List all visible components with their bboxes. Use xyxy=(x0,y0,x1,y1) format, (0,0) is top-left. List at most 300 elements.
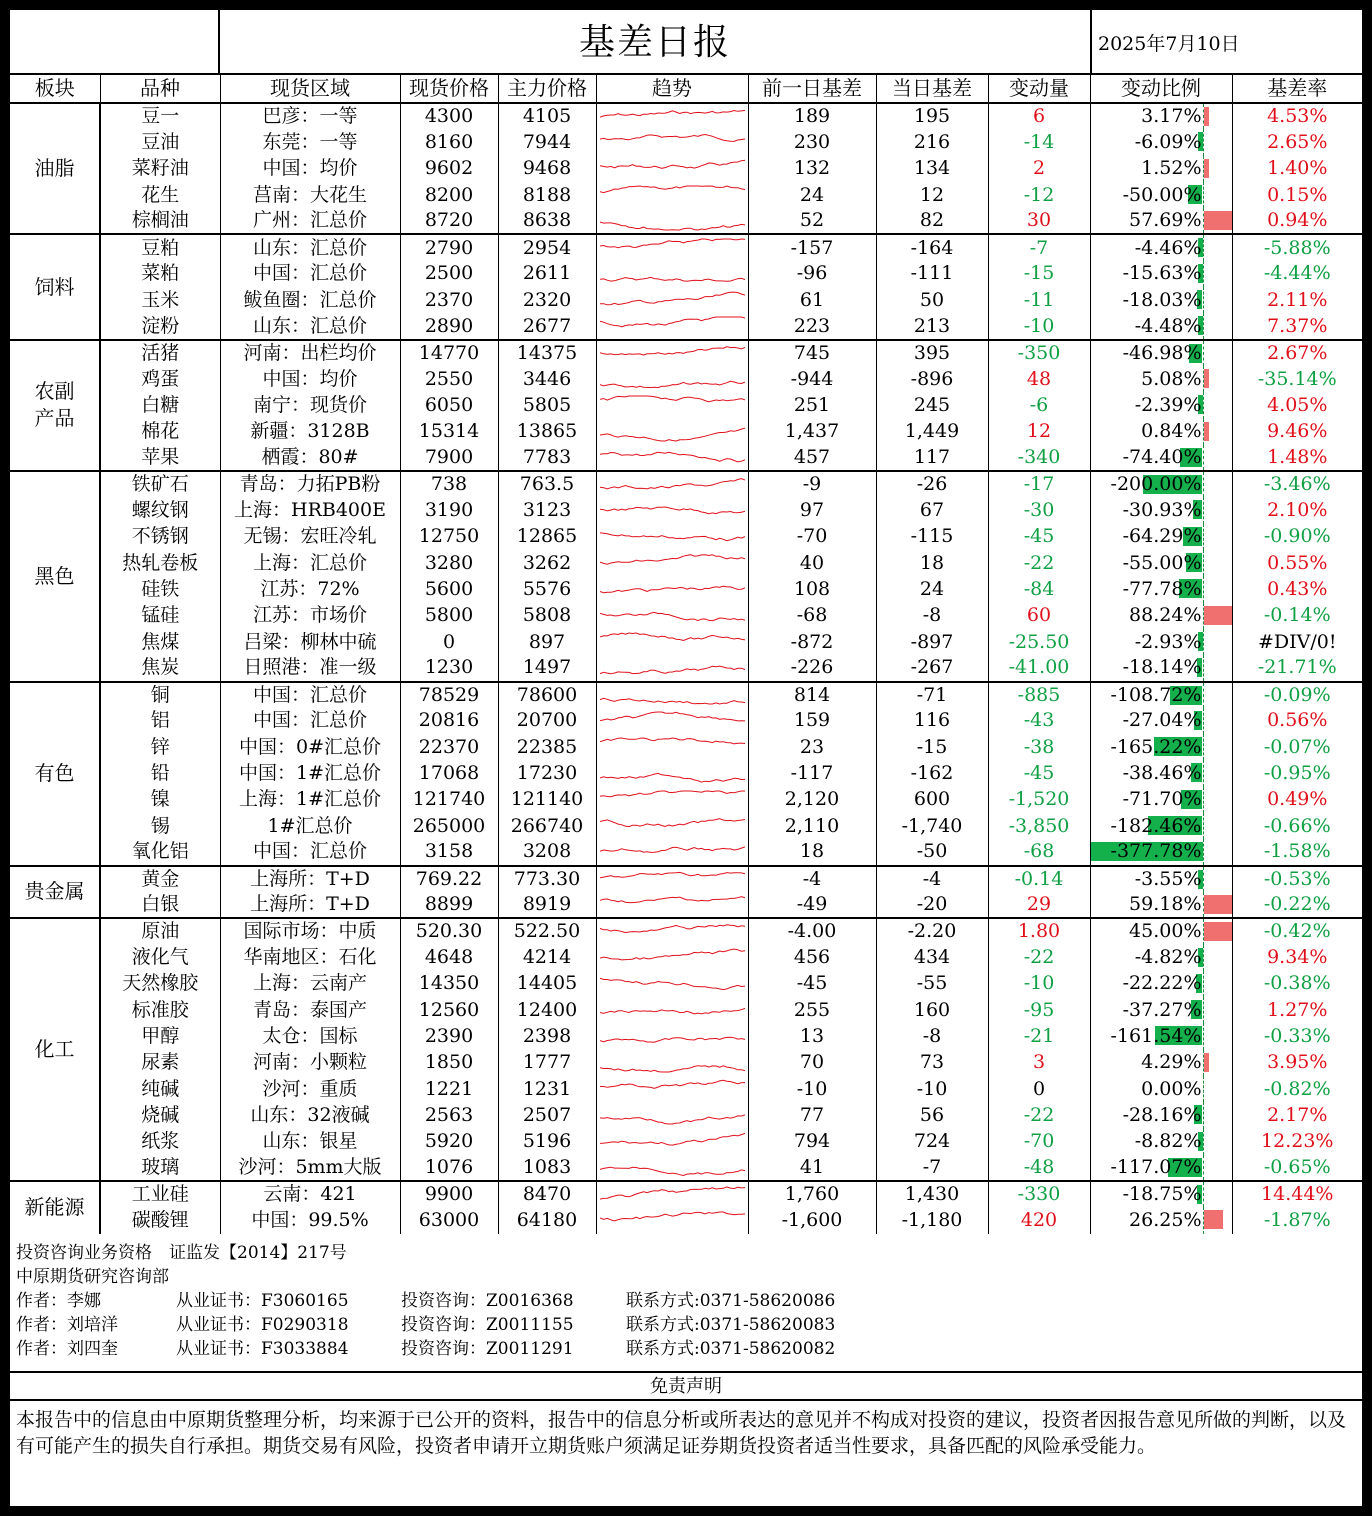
spot-region: 太仓：国标 xyxy=(220,1023,400,1049)
basis-rate: 1.40% xyxy=(1267,157,1328,180)
main-price: 22385 xyxy=(498,734,596,760)
change-ratio-value: -2.39% xyxy=(1134,393,1202,416)
sparkline-path xyxy=(600,612,745,620)
basis-change: -38 xyxy=(988,734,1090,760)
trend-sparkline xyxy=(596,1076,748,1102)
basis-change: -15 xyxy=(988,261,1090,287)
basis-rate: -0.07% xyxy=(1263,735,1331,758)
change-ratio-value: -46.98% xyxy=(1122,341,1202,364)
trend-sparkline xyxy=(596,1102,748,1128)
spot-region: 新疆：3128B xyxy=(220,419,400,445)
basis-change: -350 xyxy=(988,340,1090,366)
sparkline-path xyxy=(600,896,745,902)
sparkline-chart xyxy=(600,868,745,890)
sparkline-chart xyxy=(600,894,745,916)
basis-change: 3 xyxy=(988,1050,1090,1076)
basis-rate: -0.66% xyxy=(1263,814,1331,837)
change-ratio-value: -8.82% xyxy=(1134,1130,1202,1153)
change-ratio-value: -18.03% xyxy=(1122,288,1202,311)
basis-rate: 4.53% xyxy=(1267,105,1328,128)
basis-table xyxy=(10,75,1362,1234)
change-ratio-cell xyxy=(1090,813,1232,839)
author-name: 作者：刘四奎 xyxy=(16,1339,118,1359)
change-ratio-cell xyxy=(1090,1050,1232,1076)
sparkline-path xyxy=(600,1133,745,1145)
main-price: 3262 xyxy=(498,550,596,576)
sparkline-chart xyxy=(600,631,745,653)
main-price: 17230 xyxy=(498,760,596,786)
spot-region: 广州：汇总价 xyxy=(220,208,400,234)
commodity-name: 铜 xyxy=(100,682,220,708)
basis-rate: 0.56% xyxy=(1267,709,1328,732)
basis-rate: 2.17% xyxy=(1267,1103,1328,1126)
commodity-name: 氧化铝 xyxy=(100,839,220,865)
trend-sparkline xyxy=(596,1207,748,1233)
table-row xyxy=(10,1023,1362,1049)
commodity-name: 尿素 xyxy=(100,1050,220,1076)
prev-basis: -226 xyxy=(748,655,876,681)
sparkline-path xyxy=(600,186,745,193)
column-header: 前一日基差 xyxy=(748,75,876,103)
table-row xyxy=(10,629,1362,655)
prev-basis: 189 xyxy=(748,103,876,129)
basis-rate: -35.14% xyxy=(1257,367,1337,390)
commodity-name: 螺纹钢 xyxy=(100,497,220,523)
commodity-name: 碳酸锂 xyxy=(100,1207,220,1233)
prev-basis: -45 xyxy=(748,971,876,997)
basis-rate: 2.67% xyxy=(1232,340,1362,366)
change-ratio-value: 4.29% xyxy=(1141,1051,1202,1074)
author-contact: 联系方式:0371-58620083 xyxy=(626,1315,836,1335)
commodity-name: 菜粕 xyxy=(100,261,220,287)
databar-axis xyxy=(1203,760,1204,786)
sparkline-path xyxy=(600,347,745,355)
spot-region: 无锡：宏旺冷轧 xyxy=(220,524,400,550)
sparkline-chart xyxy=(600,815,745,837)
main-price: 13865 xyxy=(498,419,596,445)
commodity-name: 焦炭 xyxy=(100,655,220,681)
sparkline-chart xyxy=(600,1104,745,1126)
sparkline-chart xyxy=(600,184,745,206)
databar-axis xyxy=(1203,1076,1204,1102)
prev-basis: 1,437 xyxy=(748,419,876,445)
change-ratio-cell xyxy=(1090,208,1232,234)
trend-sparkline xyxy=(596,366,748,392)
author-cert: 从业证书：F3060165 xyxy=(176,1291,349,1311)
spot-region: 河南：出栏均价 xyxy=(220,340,400,366)
main-price: 5196 xyxy=(498,1129,596,1155)
basis-change: -885 xyxy=(988,682,1090,708)
sparkline-chart xyxy=(600,368,745,390)
change-ratio-cell xyxy=(1090,892,1232,918)
table-row xyxy=(10,1181,1362,1207)
databar-axis xyxy=(1203,813,1204,839)
databar-axis xyxy=(1203,655,1204,680)
trend-sparkline xyxy=(596,156,748,182)
basis-change: -17 xyxy=(988,471,1090,497)
table-row xyxy=(10,1050,1362,1076)
databar-axis xyxy=(1203,576,1204,602)
spot-price: 20816 xyxy=(400,708,498,734)
main-price: 897 xyxy=(498,629,596,655)
basis-change: -340 xyxy=(988,445,1090,471)
databar-axis xyxy=(1203,1023,1204,1049)
basis-change: -0.14 xyxy=(988,866,1090,892)
change-ratio-value: -4.48% xyxy=(1134,314,1202,337)
table-row xyxy=(10,313,1362,339)
author-contact: 联系方式:0371-58620086 xyxy=(626,1291,836,1311)
spot-price: 3280 xyxy=(400,550,498,576)
basis-rate: -0.82% xyxy=(1263,1077,1331,1100)
basis-rate: 14.44% xyxy=(1232,1181,1362,1207)
sparkline-chart xyxy=(600,1131,745,1153)
databar-axis xyxy=(1203,867,1204,892)
sparkline-chart xyxy=(600,394,745,416)
trend-sparkline xyxy=(596,682,748,708)
prev-basis: 2,110 xyxy=(748,813,876,839)
trend-sparkline xyxy=(596,1050,748,1076)
sparkline-chart xyxy=(600,578,745,600)
today-basis: -50 xyxy=(876,839,988,865)
databar-axis xyxy=(1203,787,1204,813)
sector-cell: 化工 xyxy=(10,918,100,1181)
today-basis: -55 xyxy=(876,971,988,997)
change-ratio-value: -15.63% xyxy=(1122,262,1202,285)
today-basis: 82 xyxy=(876,208,988,234)
change-ratio-value: -3.55% xyxy=(1134,867,1202,890)
databar-axis xyxy=(1203,497,1204,523)
basis-change: -41.00 xyxy=(988,655,1090,681)
prev-basis: -872 xyxy=(748,629,876,655)
spot-price: 12750 xyxy=(400,524,498,550)
databar-axis xyxy=(1203,971,1204,997)
change-ratio-bar xyxy=(1204,369,1209,388)
table-row xyxy=(10,1102,1362,1128)
column-header: 主力价格 xyxy=(498,75,596,103)
trend-sparkline xyxy=(596,208,748,234)
databar-axis xyxy=(1203,839,1204,864)
basis-rate: 1.27% xyxy=(1267,998,1328,1021)
basis-rate: -0.53% xyxy=(1232,866,1362,892)
sparkline-chart xyxy=(600,315,745,337)
sparkline-path xyxy=(600,396,745,402)
spot-region: 中国：均价 xyxy=(220,366,400,392)
today-basis: -1,180 xyxy=(876,1207,988,1233)
today-basis: 50 xyxy=(876,287,988,313)
table-row xyxy=(10,1155,1362,1181)
sparkline-path xyxy=(600,1037,745,1042)
sparkline-path xyxy=(600,873,745,878)
trend-sparkline xyxy=(596,129,748,155)
today-basis: -164 xyxy=(876,234,988,260)
basis-rate: -4.44% xyxy=(1263,262,1331,285)
change-ratio-cell xyxy=(1090,129,1232,155)
main-price: 2398 xyxy=(498,1023,596,1049)
basis-rate: -5.88% xyxy=(1232,234,1362,260)
spot-region: 中国：0#汇总价 xyxy=(220,734,400,760)
basis-change: 48 xyxy=(988,366,1090,392)
databar-axis xyxy=(1203,341,1204,366)
change-ratio-cell xyxy=(1090,1129,1232,1155)
today-basis: -2.20 xyxy=(876,918,988,944)
change-ratio-cell xyxy=(1090,734,1232,760)
change-ratio-value: 1.52% xyxy=(1141,157,1202,180)
change-ratio-value: -165.22% xyxy=(1110,735,1202,758)
main-price: 8919 xyxy=(498,892,596,918)
sparkline-chart xyxy=(600,841,745,863)
change-ratio-cell xyxy=(1090,682,1232,708)
change-ratio-cell xyxy=(1090,497,1232,523)
commodity-name: 黄金 xyxy=(100,866,220,892)
prev-basis: -49 xyxy=(748,892,876,918)
change-ratio-cell xyxy=(1090,419,1232,445)
commodity-name: 棕榈油 xyxy=(100,208,220,234)
trend-sparkline xyxy=(596,182,748,208)
main-price: 5576 xyxy=(498,576,596,602)
basis-change: -330 xyxy=(988,1181,1090,1207)
trend-sparkline xyxy=(596,997,748,1023)
databar-axis xyxy=(1203,313,1204,338)
table-row xyxy=(10,1207,1362,1233)
today-basis: 724 xyxy=(876,1129,988,1155)
spot-price: 2550 xyxy=(400,366,498,392)
spot-price: 17068 xyxy=(400,760,498,786)
prev-basis: 794 xyxy=(748,1129,876,1155)
main-price: 3208 xyxy=(498,839,596,865)
change-ratio-cell xyxy=(1090,445,1232,471)
sparkline-chart xyxy=(600,158,745,180)
change-ratio-cell xyxy=(1090,866,1232,892)
basis-change: -14 xyxy=(988,129,1090,155)
basis-change: -10 xyxy=(988,971,1090,997)
databar-axis xyxy=(1203,472,1204,497)
change-ratio-value: -64.29% xyxy=(1122,525,1202,548)
basis-change: -84 xyxy=(988,576,1090,602)
basis-change: 0 xyxy=(988,1076,1090,1102)
basis-rate: -1.87% xyxy=(1263,1209,1331,1232)
trend-sparkline xyxy=(596,497,748,523)
today-basis: -897 xyxy=(876,629,988,655)
commodity-name: 铝 xyxy=(100,708,220,734)
table-row xyxy=(10,550,1362,576)
report-date: 2025年7月10日 xyxy=(1090,10,1362,75)
change-ratio-bar xyxy=(1204,159,1209,178)
spot-price: 12560 xyxy=(400,997,498,1023)
change-ratio-value: 57.69% xyxy=(1129,209,1202,232)
spot-price: 8200 xyxy=(400,182,498,208)
today-basis: 67 xyxy=(876,497,988,523)
table-row xyxy=(10,708,1362,734)
author-line xyxy=(10,1289,1362,1313)
sector-cell: 饲料 xyxy=(10,234,100,339)
sparkline-chart xyxy=(600,526,745,548)
trend-sparkline xyxy=(596,471,748,497)
spot-price: 2500 xyxy=(400,261,498,287)
table-row xyxy=(10,340,1362,366)
sparkline-path xyxy=(600,1080,745,1088)
sparkline-path xyxy=(600,507,745,514)
sparkline-chart xyxy=(600,710,745,732)
spot-region: 中国：1#汇总价 xyxy=(220,760,400,786)
column-header: 变动量 xyxy=(988,75,1090,103)
databar-axis xyxy=(1203,1102,1204,1128)
prev-basis: -117 xyxy=(748,760,876,786)
sparkline-path xyxy=(600,587,745,594)
spot-price: 8899 xyxy=(400,892,498,918)
sparkline-path xyxy=(600,317,745,327)
today-basis: 24 xyxy=(876,576,988,602)
change-ratio-cell xyxy=(1090,182,1232,208)
change-ratio-value: -161.54% xyxy=(1110,1025,1202,1048)
column-header: 基差率 xyxy=(1232,75,1362,103)
prev-basis: 457 xyxy=(748,445,876,471)
main-price: 1777 xyxy=(498,1050,596,1076)
basis-change: -11 xyxy=(988,287,1090,313)
prev-basis: 23 xyxy=(748,734,876,760)
change-ratio-bar xyxy=(1204,1053,1209,1072)
sparkline-path xyxy=(600,712,745,721)
sector-cell: 农副产品 xyxy=(10,340,100,471)
table-row xyxy=(10,445,1362,471)
change-ratio-cell xyxy=(1090,103,1232,129)
basis-change: -22 xyxy=(988,550,1090,576)
prev-basis: 70 xyxy=(748,1050,876,1076)
commodity-name: 棉花 xyxy=(100,419,220,445)
spot-price: 265000 xyxy=(400,813,498,839)
databar-axis xyxy=(1203,235,1204,260)
column-header: 品种 xyxy=(100,75,220,103)
change-ratio-value: -37.27% xyxy=(1122,998,1202,1021)
today-basis: 18 xyxy=(876,550,988,576)
databar-axis xyxy=(1203,683,1204,708)
commodity-name: 花生 xyxy=(100,182,220,208)
change-ratio-value: -74.40% xyxy=(1122,446,1202,468)
today-basis: -115 xyxy=(876,524,988,550)
prev-basis: 2,120 xyxy=(748,787,876,813)
main-price: 2507 xyxy=(498,1102,596,1128)
prev-basis: -9 xyxy=(748,471,876,497)
trend-sparkline xyxy=(596,603,748,629)
sparkline-path xyxy=(600,978,745,989)
today-basis: 73 xyxy=(876,1050,988,1076)
author-contact: 联系方式:0371-58620082 xyxy=(626,1339,836,1359)
sparkline-path xyxy=(600,533,745,541)
basis-change: -70 xyxy=(988,1129,1090,1155)
trend-sparkline xyxy=(596,760,748,786)
change-ratio-bar xyxy=(1204,922,1233,941)
main-price: 1083 xyxy=(498,1155,596,1181)
main-price: 2954 xyxy=(498,234,596,260)
databar-axis xyxy=(1203,708,1204,734)
change-ratio-cell xyxy=(1090,971,1232,997)
main-price: 5808 xyxy=(498,603,596,629)
change-ratio-value: 0.00% xyxy=(1141,1077,1202,1100)
change-ratio-bar xyxy=(1204,606,1233,625)
basis-change: -25.50 xyxy=(988,629,1090,655)
commodity-name: 白糖 xyxy=(100,392,220,418)
main-price: 266740 xyxy=(498,813,596,839)
sparkline-path xyxy=(600,222,745,230)
sparkline-chart xyxy=(600,736,745,758)
table-row xyxy=(10,682,1362,708)
basis-rate: -21.71% xyxy=(1257,656,1337,679)
today-basis: 434 xyxy=(876,945,988,971)
table-row xyxy=(10,1076,1362,1102)
spot-price: 8720 xyxy=(400,208,498,234)
spot-price: 14770 xyxy=(400,340,498,366)
sparkline-chart xyxy=(600,500,745,522)
table-row xyxy=(10,182,1362,208)
prev-basis: -944 xyxy=(748,366,876,392)
databar-axis xyxy=(1203,629,1204,655)
basis-rate: #DIV/0! xyxy=(1257,630,1337,653)
today-basis: -8 xyxy=(876,1023,988,1049)
databar-axis xyxy=(1203,1155,1204,1180)
spot-region: 上海：1#汇总价 xyxy=(220,787,400,813)
basis-rate: 0.49% xyxy=(1267,788,1328,811)
disclaimer-title: 免责声明 xyxy=(10,1371,1362,1401)
commodity-name: 菜籽油 xyxy=(100,156,220,182)
change-ratio-value: -28.16% xyxy=(1122,1103,1202,1126)
prev-basis: 41 xyxy=(748,1155,876,1181)
today-basis: 195 xyxy=(876,103,988,129)
sparkline-path xyxy=(600,773,745,782)
table-row xyxy=(10,392,1362,418)
spot-price: 5800 xyxy=(400,603,498,629)
spot-region: 巴彦：一等 xyxy=(220,103,400,129)
main-price: 9468 xyxy=(498,156,596,182)
sparkline-path xyxy=(600,452,745,462)
main-price: 20700 xyxy=(498,708,596,734)
main-price: 8188 xyxy=(498,182,596,208)
main-price: 8470 xyxy=(498,1181,596,1207)
databar-axis xyxy=(1203,287,1204,313)
change-ratio-value: -182.46% xyxy=(1110,814,1202,837)
databar-axis xyxy=(1203,261,1204,287)
spot-region: 中国：99.5% xyxy=(220,1207,400,1233)
sparkline-chart xyxy=(600,657,745,679)
prev-basis: -4.00 xyxy=(748,918,876,944)
sparkline-path xyxy=(600,428,745,441)
trend-sparkline xyxy=(596,1181,748,1207)
sparkline-path xyxy=(600,478,745,488)
qualification-line: 投资咨询业务资格 证监发【2014】217号 xyxy=(16,1243,347,1263)
commodity-name: 鸡蛋 xyxy=(100,366,220,392)
change-ratio-value: 5.08% xyxy=(1141,367,1202,390)
basis-change: -21 xyxy=(988,1023,1090,1049)
sparkline-path xyxy=(600,160,745,168)
databar-axis xyxy=(1203,550,1204,576)
table-row xyxy=(10,813,1362,839)
prev-basis: 159 xyxy=(748,708,876,734)
trend-sparkline xyxy=(596,1155,748,1181)
main-price: 4105 xyxy=(498,103,596,129)
sparkline-chart xyxy=(600,447,745,469)
report-sheet xyxy=(10,10,1362,1506)
databar-axis xyxy=(1203,524,1204,550)
sparkline-chart xyxy=(600,1184,745,1206)
table-row xyxy=(10,471,1362,497)
sparkline-chart xyxy=(600,1157,745,1179)
prev-basis: 108 xyxy=(748,576,876,602)
basis-rate: 7.37% xyxy=(1267,314,1328,337)
author-name: 作者：李娜 xyxy=(16,1291,101,1311)
trend-sparkline xyxy=(596,892,748,918)
change-ratio-value: -117.07% xyxy=(1110,1156,1202,1179)
sparkline-path xyxy=(600,666,745,674)
basis-rate: -0.14% xyxy=(1263,604,1331,627)
change-ratio-cell xyxy=(1090,708,1232,734)
